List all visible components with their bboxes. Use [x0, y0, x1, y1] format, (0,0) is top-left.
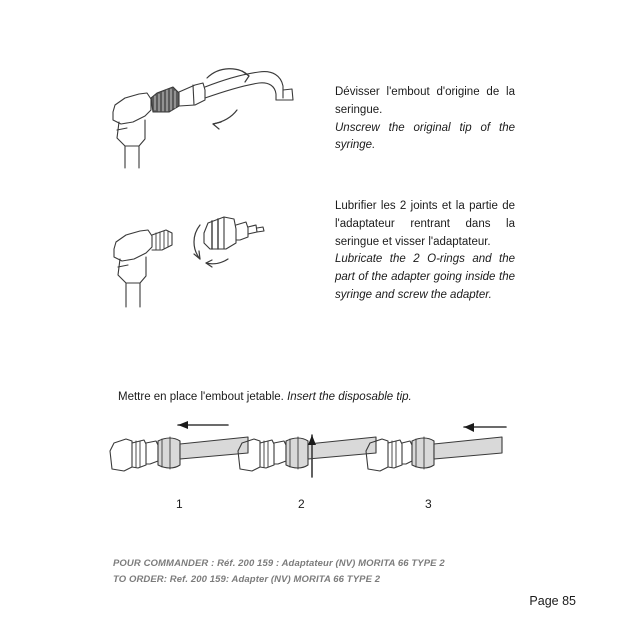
step-3-text-fr: Mettre en place l'embout jetable.	[118, 391, 284, 403]
page-number: Page 85	[529, 594, 576, 608]
syringe-adapter-lubricate-diagram	[100, 205, 290, 335]
order-information	[113, 556, 445, 587]
step-3-text-en: Insert the disposable tip.	[287, 391, 412, 403]
sequence-number-row	[100, 497, 500, 515]
order-info-en: TO ORDER: Ref. 200 159: Adapter (NV) MORITA 66 TYPE 2	[113, 573, 381, 585]
sequence-number-3: 3	[425, 497, 432, 511]
step-2-instruction	[335, 198, 515, 305]
sequence-number-2: 2	[298, 497, 305, 511]
step-1-text-fr: Dévisser l'embout d'origine de la seringue.	[335, 86, 515, 116]
disposable-tip-insertion-sequence	[100, 415, 520, 495]
step-1-instruction	[335, 84, 515, 155]
step-2-text-fr: Lubrifier les 2 joints et la partie de l'adaptateur rentrant dans la seringue et visser l'adaptateur.	[335, 200, 515, 248]
step-1-text-en: Unscrew the original tip of the syringe.	[335, 121, 515, 152]
syringe-unscrew-tip-diagram	[95, 60, 310, 175]
order-info-fr: POUR COMMANDER : Réf. 200 159 : Adaptateur (NV) MORITA 66 TYPE 2	[113, 558, 445, 569]
step-3-caption	[118, 391, 412, 403]
sequence-number-1: 1	[176, 497, 183, 511]
step-2-text-en: Lubricate the 2 O-rings and the part of the adapter going inside the syringe and screw the adapter.	[335, 253, 515, 302]
